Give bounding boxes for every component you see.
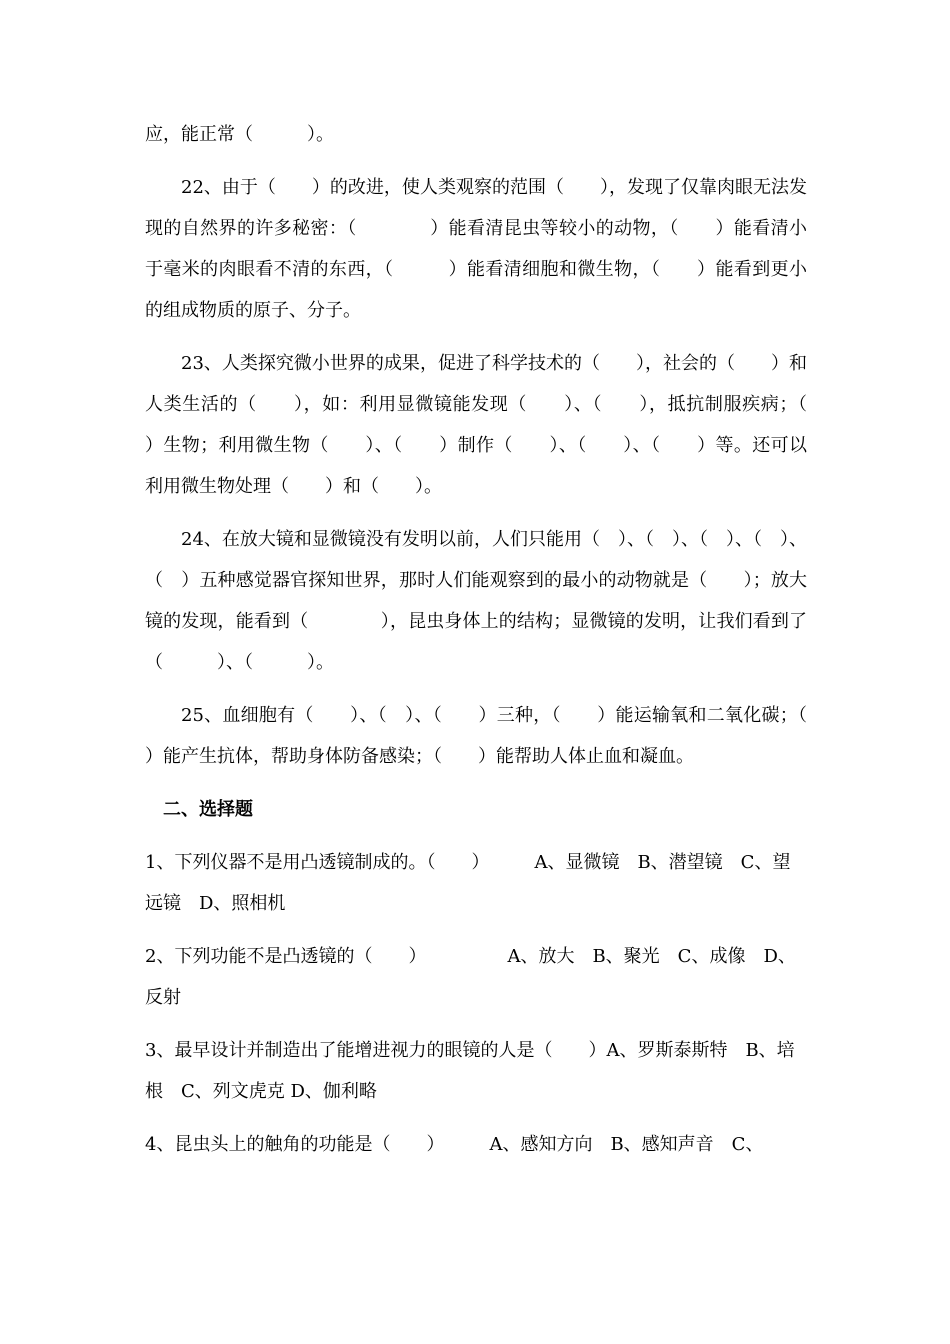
question-21-continuation: 应，能正常（ ）。 — [145, 124, 334, 145]
question-22: 22、由于（ ）的改进，使人类观察的范围（ ），发现了仅靠肉眼无法发现的自然界的许多秘密：（ ）能看清昆虫等较小的动物，（ ）能看清小于毫米的肉眼看不清的东西，（ ）能看清细胞和微生物，（ ）能看到更小的组成物质的原子、分子。 — [145, 177, 807, 321]
choice-question-4: 4、昆虫头上的触角的功能是（ ） A、感知方向 B、感知声音 C、 — [145, 1134, 764, 1155]
section-heading-choice: 二、选择题 — [163, 799, 253, 820]
choice-question-2: 2、下列功能不是凸透镜的（ ） A、放大 B、聚光 C、成像 D、反射 — [145, 946, 796, 1008]
choice-question-3: 3、最早设计并制造出了能增进视力的眼镜的人是（ ）A、罗斯泰斯特 B、培根 C、列文虎克 D、伽利略 — [145, 1040, 795, 1102]
question-25: 25、血细胞有（ ）、（ ）、（ ）三种，（ ）能运输氧和二氧化碳；（ ）能产生抗体，帮助身体防备感染；（ ）能帮助人体止血和凝血。 — [145, 705, 843, 767]
document-page — [145, 114, 843, 1177]
question-23: 23、人类探究微小世界的成果，促进了科学技术的（ ），社会的（ ）和人类生活的（ ），如：利用显微镜能发现（ ）、（ ），抵抗制服疾病；（ ）生物；利用微生物（ ）、（ ）制作（ ）、（ ）、（ ）等。还可以利用微生物处理（ ）和（ ）。 — [145, 353, 843, 497]
choice-question-1: 1、下列仪器不是用凸透镜制成的。（ ） A、显微镜 B、潜望镜 C、望远镜 D、照相机 — [145, 852, 791, 914]
question-24: 24、在放大镜和显微镜没有发明以前，人们只能用（ ）、（ ）、（ ）、（ ）、（ ）五种感觉器官探知世界，那时人们能观察到的最小的动物就是（ ）；放大镜的发现，能看到（ ），昆虫身体上的结构；显微镜的发明，让我们看到了（ ）、（ ）。 — [145, 529, 807, 673]
